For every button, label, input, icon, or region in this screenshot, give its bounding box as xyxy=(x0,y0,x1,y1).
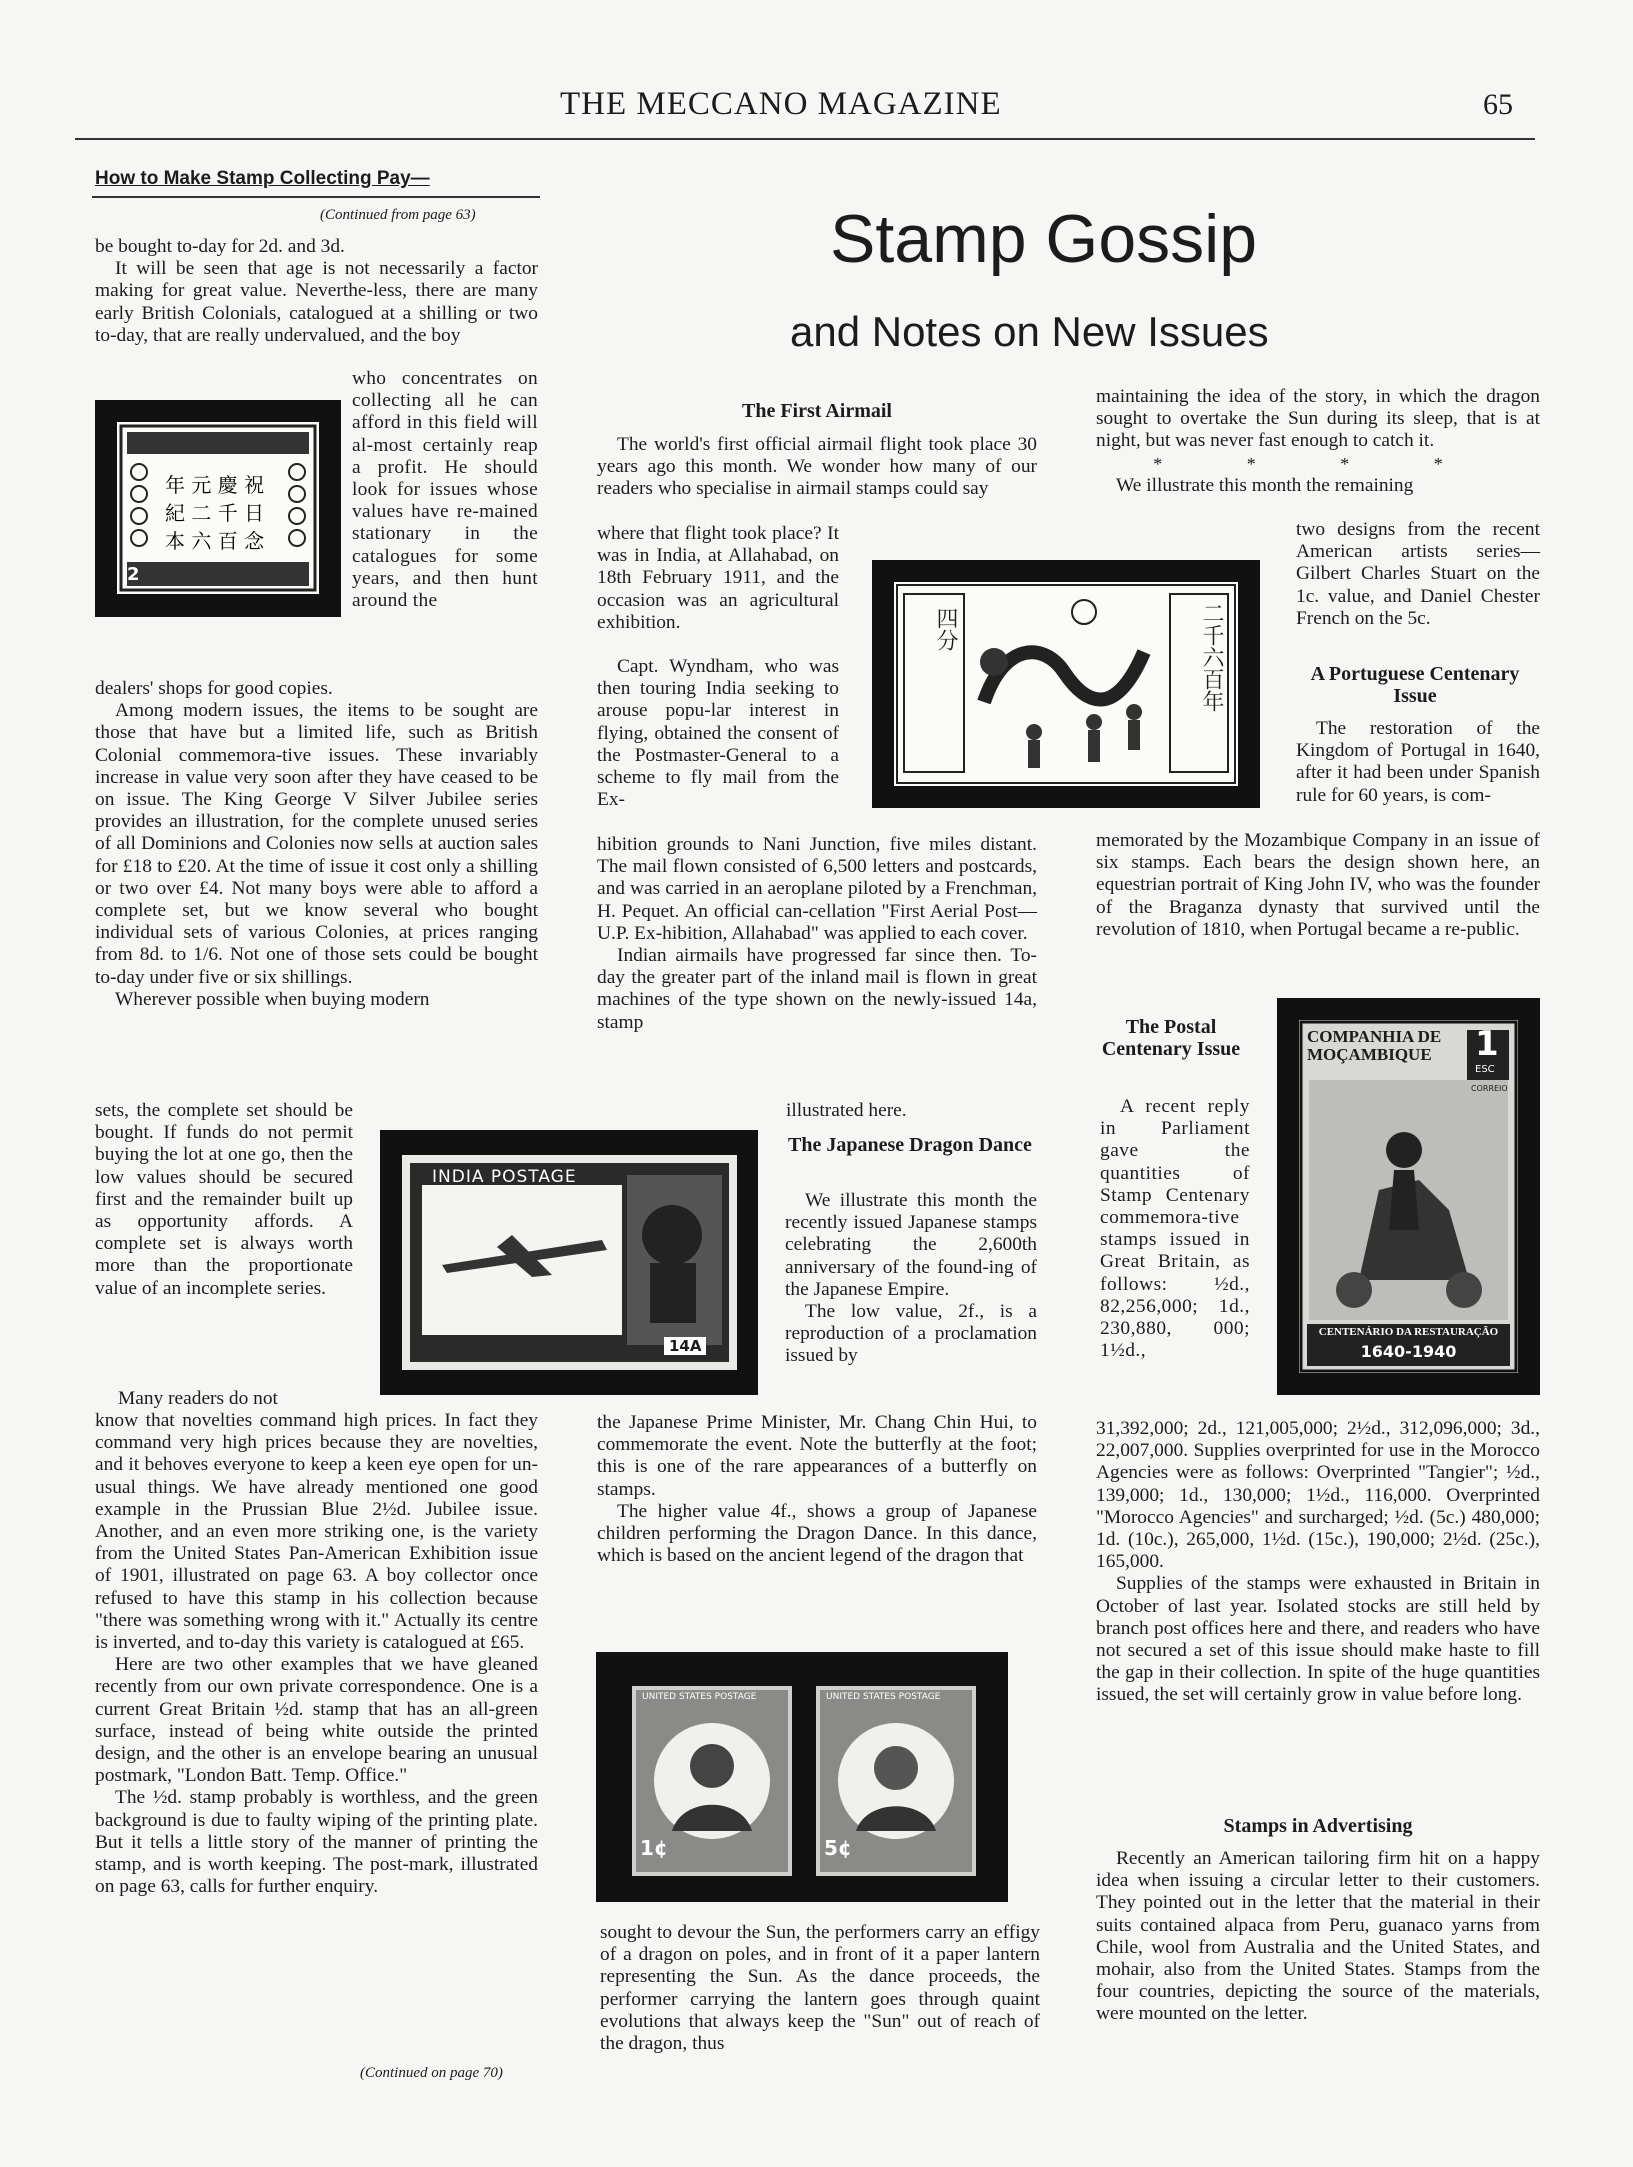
left-heading-rule xyxy=(92,196,540,198)
us-stamp-5c xyxy=(816,1686,976,1876)
continued-on: (Continued on page 70) xyxy=(360,2065,503,2081)
left-p5-start: Many readers do not xyxy=(118,1388,278,1409)
page-number: 65 xyxy=(1483,88,1513,121)
right-pc-end xyxy=(1096,1418,1540,1707)
mid-a1-text: The world's first official airmail flight took place 30 years ago this month. We wonder how many of our readers who specialise in airmail stamps could say xyxy=(597,434,1037,500)
mid-a2-wrap-text: Capt. Wyndham, who was then touring India seeking to arouse popu-lar interest in flying, obtained the consent of the Postmaster-General to a scheme to fly mail from the Ex- xyxy=(597,656,839,811)
advertising-heading: Stamps in Advertising xyxy=(1223,1815,1413,1837)
mid-d4 xyxy=(600,1922,1040,2055)
japan-small-stamp xyxy=(95,400,341,617)
header-rule xyxy=(75,138,1535,140)
mid-d-bottom xyxy=(597,1412,1037,1567)
mozambique-top-text: COMPANHIA DE MOÇAMBIQUE xyxy=(1307,1027,1442,1064)
us-stamp-5c-value: 5¢ xyxy=(824,1836,852,1860)
mozambique-value: 1 xyxy=(1475,1024,1499,1064)
mozambique-correio: CORREIO xyxy=(1471,1084,1508,1093)
left-p2: It will be seen that age is not necessarily a factor making for great value. Neverthe-less, there are many early British Colonials, catalogued at a shilling or two to-day, that are really undervalued, and the boy xyxy=(95,258,538,346)
svg-text:年 元 慶 祝: 年 元 慶 祝 xyxy=(165,473,265,497)
mid-d4-text: sought to devour the Sun, the performers carry an effigy of a dragon on poles, and in front of it a paper lantern representing the Sun. As the dance proceeds, the performer carrying the lantern goes through quaint evolutions that always keep the "Sun" out of reach of the dragon, thus xyxy=(600,1922,1040,2055)
page-main-title: Stamp Gossip xyxy=(830,201,1258,277)
mozambique-stamp xyxy=(1277,998,1540,1395)
right-p1-end: memorated by the Mozambique Company in an issue of six stamps. Each bears the design shown here, an equestrian portrait of King John IV, who was the founder of the Braganza dynasty that survived until the revolution of 1810, when Portugal became a re-public. xyxy=(1096,830,1540,940)
mid-a2-end xyxy=(597,834,1037,1034)
right-stars: * * * * xyxy=(1153,453,1483,474)
left-col-bottom xyxy=(95,1410,538,1898)
mid-a2-wrap xyxy=(597,656,839,811)
mid-d2-text: The low value, 2f., is a reproduction of a proclamation issued by xyxy=(785,1301,1037,1367)
left-p3: Among modern issues, the items to be sought are those that have but a limited life, such as British Colonial commemora-tive issues. These invariably increase in value very soon after they have ceased to be on issue. The King George V Silver Jubilee series provides an illustration, for the complete unused series of all Dominions and Colonies now sells at auction sales for £18 to £20. At the time of issue it cost only a shilling or two over £4. Not many boys were able to afford a complete set, but we know several who bought individual sets of various Colonies, at prices ranging from 8d. to 1/6. Not one of those sets could be bought to-day under five or six shillings. xyxy=(95,700,538,988)
india-stamp-value: 14A xyxy=(664,1337,706,1355)
postal-centenary-heading: The Postal Centenary Issue xyxy=(1101,1016,1241,1060)
right-adv xyxy=(1096,1848,1540,2026)
left-p4-start: Wherever possible when buying modern xyxy=(115,988,430,1010)
right-p1-wrap xyxy=(1296,718,1540,807)
us-stamps xyxy=(596,1652,1008,1902)
left-col-mid xyxy=(95,678,538,1011)
right-pc-wrap xyxy=(1100,1096,1250,1362)
left-p2-wrap: who concentrates on collecting all he can afford in this field will al-most certainly reap a profit. He should look for issues whose values have re-mained stationary in the catalogues for some years, and then hunt around the xyxy=(352,368,538,612)
continued-from: (Continued from page 63) xyxy=(320,207,476,223)
left-p2-end: dealers' shops for good copies. xyxy=(95,678,333,699)
left-p6: Here are two other examples that we have gleaned recently from our own private correspondence. One is a current Great Britain ½d. stamp that has an all-green surface, instead of being white outside the printed design, and the other is an envelope bearing an unusual postmark, "London Batt. Temp. Office." xyxy=(95,1654,538,1787)
left-col-top xyxy=(95,236,538,347)
japan-small-value: 2 xyxy=(127,564,140,585)
right-p1-wrap-text: The restoration of the Kingdom of Portugal in 1640, after it had been under Spanish rule for 60 years, is com- xyxy=(1296,718,1540,806)
mid-d3: The higher value 4f., shows a group of Japanese children performing the Dragon Dance. In this dance, which is based on the ancient legend of the dragon that xyxy=(597,1500,1037,1567)
right-pc2: Supplies of the stamps were exhausted in Britain in October of last year. Isolated stocks are still held by branch post offices here and there, and readers who have not secured a set of this issue should make haste to fill the gap in their collection. In spite of the huge quantities issued, the set will certainly grow in value before long. xyxy=(1096,1573,1540,1706)
mozambique-years: 1640-1940 xyxy=(1360,1342,1457,1361)
right-r1: maintaining the idea of the story, in which the dragon sought to overtake the Sun during its sleep, that is at night, but was never fast enough to catch it. xyxy=(1096,386,1540,452)
us-stamp-5c-label: UNITED STATES POSTAGE xyxy=(826,1692,941,1702)
us-stamp-1c-value: 1¢ xyxy=(640,1836,668,1860)
us-stamp-1c-label: UNITED STATES POSTAGE xyxy=(642,1692,757,1702)
mid-a3-end: illustrated here. xyxy=(786,1100,907,1121)
right-r2-start: We illustrate this month the remaining xyxy=(1116,474,1414,496)
mid-d1 xyxy=(785,1190,1037,1368)
india-stamp-label: INDIA POSTAGE xyxy=(432,1167,577,1187)
japan-large-left-text: 四分 xyxy=(933,607,958,651)
left-p4-wrap: sets, the complete set should be bought. If funds do not permit buying the lot at one go, then the low values should be secured first and the remainder built up as opportunity affords. A complete set is always worth more than the proportionate value of an incomplete series. xyxy=(95,1100,353,1299)
left-p1: be bought to-day for 2d. and 3d. xyxy=(95,236,345,257)
mid-a1-wrap: where that flight took place? It was in India, at Allahabad, on 18th February 1911, and the occasion was an agricultural exhibition. xyxy=(597,523,839,633)
dragon-heading: The Japanese Dragon Dance xyxy=(788,1134,1032,1156)
magazine-title: THE MECCANO MAGAZINE xyxy=(560,86,1002,122)
us-stamp-1c xyxy=(632,1686,792,1876)
india-stamp xyxy=(380,1130,758,1395)
airmail-heading: The First Airmail xyxy=(742,400,892,422)
mid-a1 xyxy=(597,434,1037,501)
right-pc-wrap-text: A recent reply in Parliament gave the quantities of Stamp Centenary commemora-tive stamps issued in Great Britain, as follows: ½d., 82,256,000; 1d., 230,880, 000; 1½d., xyxy=(1100,1096,1250,1362)
svg-text:紀 二 千 日: 紀 二 千 日 xyxy=(165,501,265,525)
japan-large-right-text: 二千六百年 xyxy=(1199,602,1224,712)
left-p7: The ½d. stamp probably is worthless, and the green background is due to faulty wiping of the printing plate. But it tells a little story of the manner of printing the stamp, and is worth keeping. The post-mark, illustrated on page 63, calls for further enquiry. xyxy=(95,1787,538,1898)
page-subtitle: and Notes on New Issues xyxy=(790,308,1269,355)
japan-large-stamp xyxy=(872,560,1260,808)
right-pc-end-text: 31,392,000; 2d., 121,005,000; 2½d., 312,096,000; 3d., 22,007,000. Supplies overprinted for use in the Morocco Agencies were as follows: Overprinted "Tangier"; ½d., 139,000; 1d., 130,000; 1½d., 116,000. Overprinted "Morocco Agencies" and surcharged; ½d. (5c.) 480,000; 1d. (10c.), 265,000, 1½d. (15c.), 190,000; 2½d. (25c.), 165,000. xyxy=(1096,1418,1540,1573)
left-heading: How to Make Stamp Collecting Pay— xyxy=(95,168,430,189)
mid-d2-end: the Japanese Prime Minister, Mr. Chang Chin Hui, to commemorate the event. Note the butterfly at the foot; this is one of the rare appearances of a butterfly on stamps. xyxy=(597,1412,1037,1500)
right-adv-text: Recently an American tailoring firm hit on a happy idea when issuing a circular letter to their customers. They pointed out in the letter that the material in their suits contained alpaca from Peru, guanaco yarns from Chile, wool from Australia and the United States, and mohair, also from the United States. Stamps from the four countries, depicting the source of the materials, were mounted on the letter. xyxy=(1096,1848,1540,2025)
svg-text:本 六 百 念: 本 六 百 念 xyxy=(165,529,265,553)
mid-a2-end-text: hibition grounds to Nani Junction, five miles distant. The mail flown consisted of 6,500 letters and postcards, and was carried in an aeroplane piloted by a Frenchman, H. Pequet. An official can-cellation "First Aerial Post—U.P. Ex-hibition, Allahabad" was applied to each cover. xyxy=(597,834,1037,944)
right-r2-wrap: two designs from the recent American artists series—Gilbert Charles Stuart on the 1c. value, and Daniel Chester French on the 5c. xyxy=(1296,519,1540,629)
mozambique-bottom-text: CENTENÁRIO DA RESTAURAÇÃO xyxy=(1318,1326,1499,1338)
japan-small-stamp-art xyxy=(117,422,319,594)
mozambique-unit: ESC xyxy=(1475,1064,1495,1075)
mid-a3: Indian airmails have progressed far since then. To-day the greater part of the inland mail is flown in great machines of the type shown on the newly-issued 14a, stamp xyxy=(597,945,1037,1033)
portuguese-heading: A Portuguese Centenary Issue xyxy=(1310,663,1520,707)
mid-d1-text: We illustrate this month the recently issued Japanese stamps celebrating the 2,600th anniversary of the found-ing of the Japanese Empire. xyxy=(785,1190,1037,1300)
right-top xyxy=(1096,386,1540,497)
left-p5: know that novelties command high prices. In fact they command very high prices because they are novelties, and it behoves everyone to keep a keen eye open for un-usual things. We have already mentioned one good example in the Prussian Blue 2½d. Jubilee issue. Another, and an even more striking one, is the variety from the United States Pan-American Exhibition issue of 1901, illustrated on page 63. A boy collector once refused to have this stamp in his collection because "there was something wrong with it." Actually its centre is inverted, and to-day this variety is catalogued at £65. xyxy=(95,1410,538,1654)
